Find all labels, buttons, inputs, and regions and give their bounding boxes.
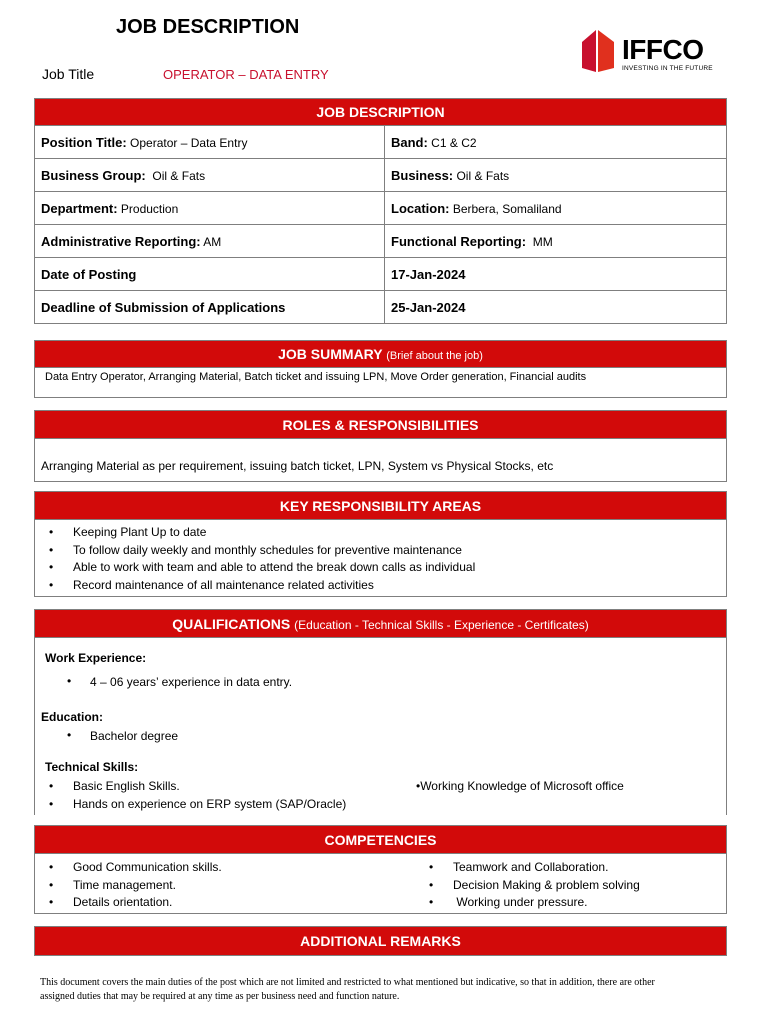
logo-wordmark: IFFCO <box>622 34 704 65</box>
list-item: • Teamwork and Collaboration. <box>415 859 725 877</box>
list-item: • Working under pressure. <box>415 894 725 912</box>
work-experience-bullet: • <box>67 674 72 688</box>
list-item: • Able to work with team and able to attend the break down calls as individual <box>35 559 726 577</box>
competencies-right-list <box>415 859 725 912</box>
technical-skills-label: Technical Skills: <box>45 760 139 774</box>
iffco-mark-icon <box>578 28 618 74</box>
band-cell: Band: C1 & C2 <box>385 126 727 159</box>
competencies-left-list <box>35 859 415 912</box>
list-item: • Hands on experience on ERP system (SAP/Oracle) <box>35 796 415 814</box>
list-item: • To follow daily weekly and monthly schedules for preventive maintenance <box>35 542 726 560</box>
competencies-heading: COMPETENCIES <box>34 825 727 854</box>
education-label: Education: <box>41 710 103 724</box>
iffco-logo <box>578 28 728 78</box>
table-row <box>35 225 727 258</box>
key-areas-list <box>35 520 726 594</box>
job-title-value: OPERATOR – DATA ENTRY <box>163 67 329 82</box>
table-row <box>35 159 727 192</box>
table-row <box>35 258 727 291</box>
qualifications-section <box>34 609 727 815</box>
key-responsibility-section <box>34 491 727 597</box>
job-description-heading: JOB DESCRIPTION <box>35 99 727 126</box>
qualifications-heading: QUALIFICATIONS (Education - Technical Skills - Experience - Certificates) <box>34 609 727 638</box>
list-item: • Time management. <box>35 877 415 895</box>
education-item: Bachelor degree <box>90 729 179 743</box>
key-areas-heading: KEY RESPONSIBILITY AREAS <box>34 491 727 520</box>
footer-note <box>40 976 740 1004</box>
roles-heading: ROLES & RESPONSIBILITIES <box>34 410 727 439</box>
list-item: • Decision Making & problem solving <box>415 877 725 895</box>
list-item: • Keeping Plant Up to date <box>35 524 726 542</box>
work-experience-label: Work Experience: <box>45 651 147 665</box>
administrative-reporting-cell: Administrative Reporting: AM <box>35 225 385 258</box>
job-summary-text: Data Entry Operator, Arranging Material, Batch ticket and issuing LPN, Move Order generation, Financial audits <box>45 371 587 383</box>
list-item: • Good Communication skills. <box>35 859 415 877</box>
business-cell: Business: Oil & Fats <box>385 159 727 192</box>
roles-text: Arranging Material as per requirement, issuing batch ticket, LPN, System vs Physical Stocks, etc <box>41 459 554 473</box>
list-item: • Basic English Skills. <box>35 778 415 796</box>
footer-line-2: assigned duties that may be required at any time as per business need and function nature. <box>40 991 400 1002</box>
roles-section <box>34 410 727 482</box>
technical-skill-right: •Working Knowledge of Microsoft office <box>416 779 624 793</box>
education-bullet: • <box>67 728 72 742</box>
work-experience-item: 4 – 06 years’ experience in data entry. <box>90 675 293 689</box>
functional-reporting-cell: Functional Reporting: MM <box>385 225 727 258</box>
date-of-posting-label: Date of Posting <box>35 258 385 291</box>
list-item: • Record maintenance of all maintenance related activities <box>35 577 726 595</box>
document-title: JOB DESCRIPTION <box>116 16 300 38</box>
deadline-value: 25-Jan-2024 <box>385 291 727 324</box>
table-row <box>35 291 727 324</box>
footer-line-1: This document covers the main duties of the post which are not limited and restricted to what mentioned but indicative, so that in addition, there are other <box>40 977 655 988</box>
position-title-cell: Position Title: Operator – Data Entry <box>35 126 385 159</box>
technical-skills-list <box>35 778 415 813</box>
job-title-label: Job Title <box>42 66 95 82</box>
job-summary-heading: JOB SUMMARY (Brief about the job) <box>34 340 727 368</box>
additional-remarks-heading: ADDITIONAL REMARKS <box>34 926 727 956</box>
list-item: • Details orientation. <box>35 894 415 912</box>
competencies-section <box>34 825 727 914</box>
job-summary-section <box>34 340 727 398</box>
job-description-table <box>34 98 727 324</box>
table-row <box>35 126 727 159</box>
deadline-label: Deadline of Submission of Applications <box>35 291 385 324</box>
location-cell: Location: Berbera, Somaliland <box>385 192 727 225</box>
logo-tagline: INVESTING IN THE FUTURE <box>622 65 713 72</box>
business-group-cell: Business Group: Oil & Fats <box>35 159 385 192</box>
table-row <box>35 192 727 225</box>
date-of-posting-value: 17-Jan-2024 <box>385 258 727 291</box>
department-cell: Department: Production <box>35 192 385 225</box>
